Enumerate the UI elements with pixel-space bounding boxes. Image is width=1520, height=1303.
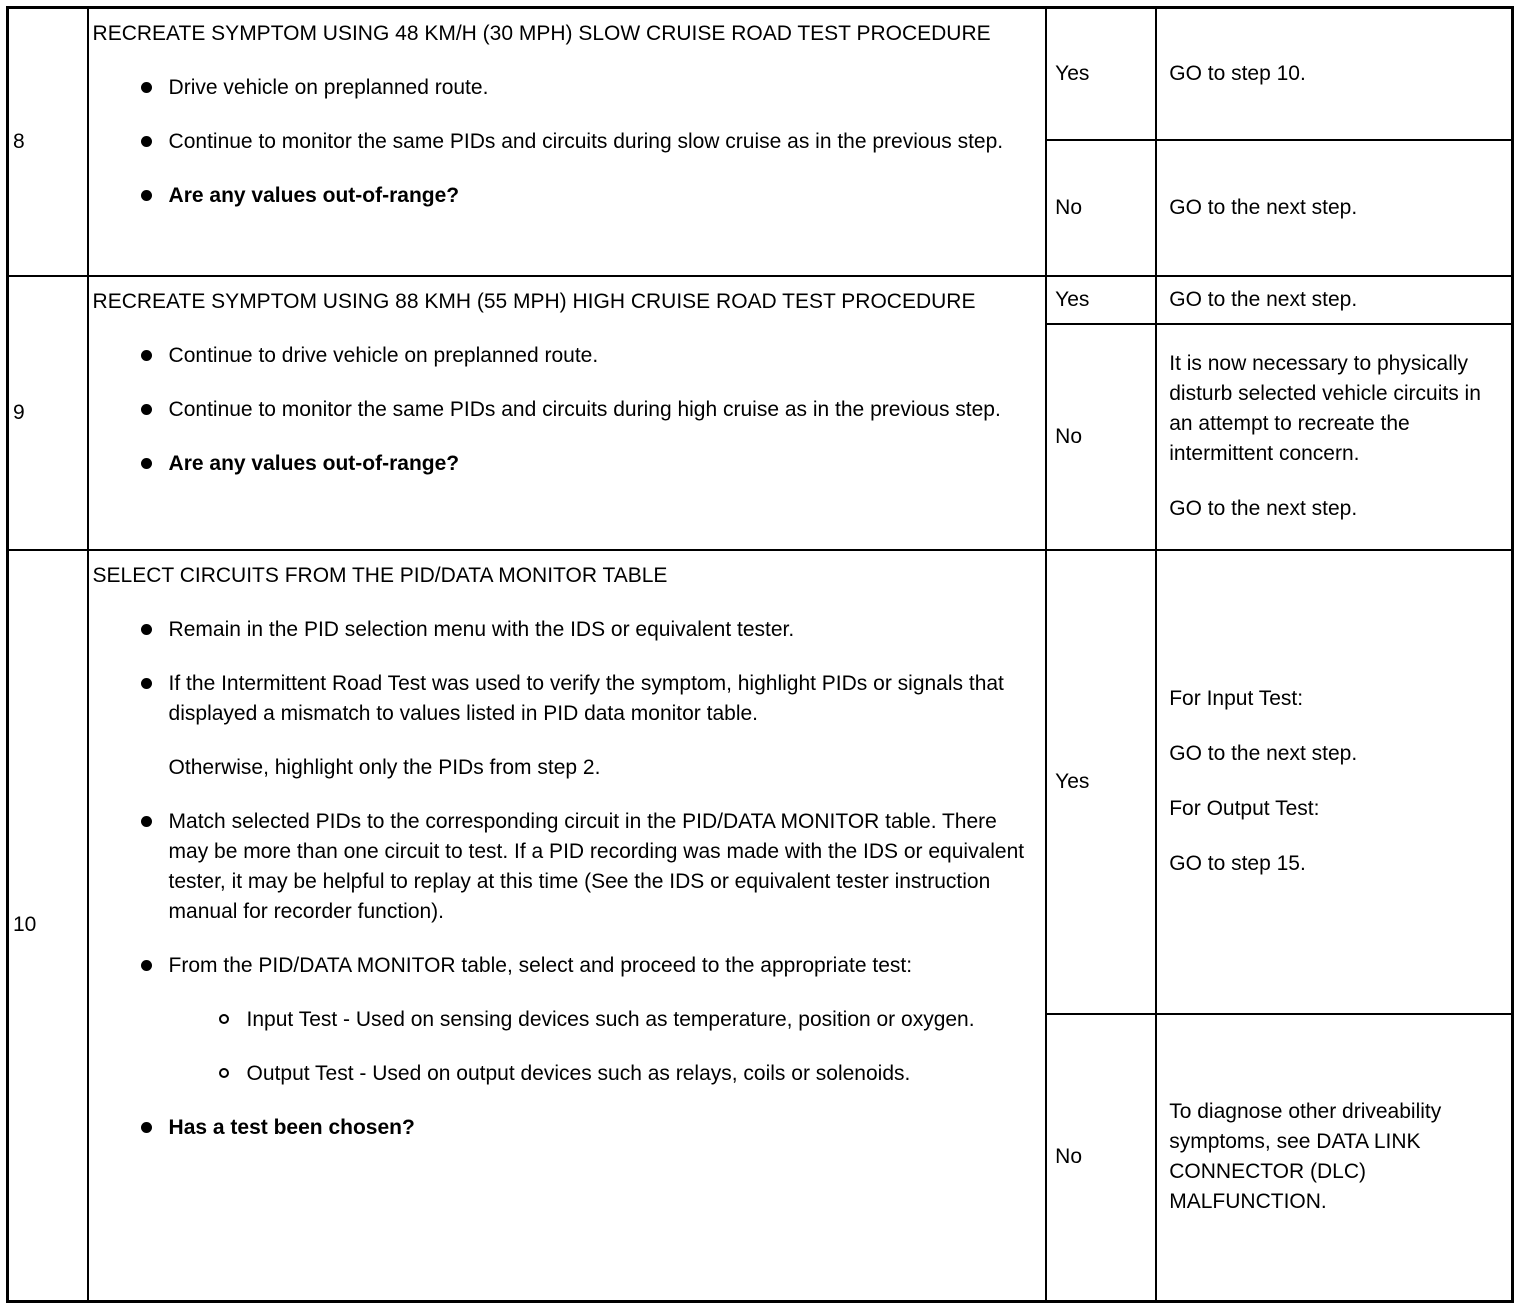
- bullet-item: [141, 615, 1032, 645]
- action-paragraph: For Output Test:: [1169, 797, 1320, 820]
- bullet-item: [141, 807, 1032, 927]
- action-paragraph: GO to the next step.: [1169, 742, 1358, 765]
- step-8-action-no: GO to the next step.: [1156, 140, 1512, 276]
- bullet-text: Drive vehicle on preplanned route.: [168, 76, 489, 99]
- question-text: Are any values out-of-range?: [168, 184, 460, 207]
- bullet-item-question: [141, 1113, 1032, 1143]
- step-10-action-no: To diagnose other driveability symptoms, see DATA LINK CONNECTOR (DLC) MALFUNCTION.: [1156, 1014, 1512, 1302]
- question-text: Are any values out-of-range?: [168, 451, 460, 475]
- bullet-item: [141, 669, 1032, 729]
- step-8-answer-no: No: [1046, 140, 1156, 276]
- bullet-item-question: [141, 449, 1032, 479]
- step-10-yes-row: [8, 550, 1513, 1014]
- step-9-answer-no: No: [1046, 324, 1156, 550]
- step-10-action-yes: [1156, 550, 1512, 1014]
- step-9-yes-row: [8, 276, 1513, 324]
- bullet-icon: [141, 615, 169, 645]
- bullet-icon: [141, 807, 169, 927]
- bullet-text: If the Intermittent Road Test was used to verify the symptom, highlight PIDs or signals that displayed a mismatch to values listed in PID data monitor table.: [168, 671, 1004, 725]
- step-10-answer-yes: Yes: [1046, 550, 1156, 1014]
- bullet-icon: [141, 181, 169, 211]
- step-9-number: 9: [8, 276, 88, 550]
- bullet-text: Continue to monitor the same PIDs and circuits during slow cruise as in the previous step.: [168, 130, 1004, 153]
- bullet-icon: [141, 127, 169, 157]
- step-8-yes-row: [8, 8, 1513, 140]
- action-paragraph: GO to the next step.: [1169, 497, 1358, 520]
- sub-bullet-icon: [219, 1005, 247, 1035]
- sub-bullet-item: [219, 1005, 1032, 1035]
- action-paragraph: GO to step 15.: [1169, 852, 1306, 875]
- bullet-icon: [141, 951, 169, 981]
- bullet-item: [141, 341, 1032, 371]
- bullet-item-question: [141, 181, 1032, 211]
- bullet-icon: [141, 1113, 169, 1143]
- question-text: Has a test been chosen?: [168, 1115, 415, 1139]
- bullet-item: [141, 951, 1032, 981]
- bullet-text: Match selected PIDs to the corresponding circuit in the PID/DATA MONITOR table. There may be more than one circuit to test. If a PID recording was made with the IDS or equivalent tester, it may be helpful to replay at this time (See the IDS or equivalent tester instruction manual for recorder function).: [168, 809, 1025, 923]
- step-9-action-no: [1156, 324, 1512, 550]
- step-9-procedure-title: RECREATE SYMPTOM USING 88 KMH (55 MPH) HIGH CRUISE ROAD TEST PROCEDURE: [92, 289, 976, 313]
- bullet-text: Remain in the PID selection menu with the IDS or equivalent tester.: [168, 617, 795, 641]
- action-paragraph: It is now necessary to physically disturb selected vehicle circuits in an attempt to recreate the intermittent concern.: [1169, 352, 1481, 465]
- action-paragraph: For Input Test:: [1169, 687, 1304, 710]
- step-10-answer-no: No: [1046, 1014, 1156, 1302]
- bullet-text: Continue to drive vehicle on preplanned route.: [168, 343, 599, 367]
- bullet-icon: [141, 449, 169, 479]
- bullet-item: [141, 127, 1032, 157]
- step-9-answer-yes: Yes: [1046, 276, 1156, 324]
- step-8-number: 8: [8, 8, 88, 276]
- sub-bullet-text: Output Test - Used on output devices such as relays, coils or solenoids.: [246, 1061, 911, 1085]
- bullet-icon: [141, 669, 169, 729]
- sub-bullet-text: Input Test - Used on sensing devices such as temperature, position or oxygen.: [246, 1007, 975, 1031]
- note-text: Otherwise, highlight only the PIDs from step 2.: [168, 755, 601, 779]
- step-9-procedure-cell: [88, 276, 1047, 550]
- bullet-icon: [141, 73, 169, 103]
- step-8-procedure-cell: [88, 8, 1047, 276]
- sub-bullet-item: [219, 1059, 1032, 1089]
- step-10-procedure-cell: [88, 550, 1047, 1302]
- step-8-action-yes: GO to step 10.: [1156, 8, 1512, 140]
- step-10-number: 10: [8, 550, 88, 1302]
- bullet-item: [141, 395, 1032, 425]
- step-8-procedure-title: RECREATE SYMPTOM USING 48 KM/H (30 MPH) SLOW CRUISE ROAD TEST PROCEDURE: [92, 22, 991, 45]
- step-8-answer-yes: Yes: [1046, 8, 1156, 140]
- bullet-text: From the PID/DATA MONITOR table, select and proceed to the appropriate test:: [168, 953, 913, 977]
- bullet-icon: [141, 341, 169, 371]
- diagnostic-procedure-table: [6, 6, 1514, 1303]
- step-9-action-yes: GO to the next step.: [1156, 276, 1512, 324]
- sub-bullet-icon: [219, 1059, 247, 1089]
- bullet-item: [141, 73, 1032, 103]
- bullet-icon: [141, 395, 169, 425]
- bullet-text: Continue to monitor the same PIDs and circuits during high cruise as in the previous step.: [168, 397, 1001, 421]
- step-10-procedure-title: SELECT CIRCUITS FROM THE PID/DATA MONITOR TABLE: [92, 563, 668, 587]
